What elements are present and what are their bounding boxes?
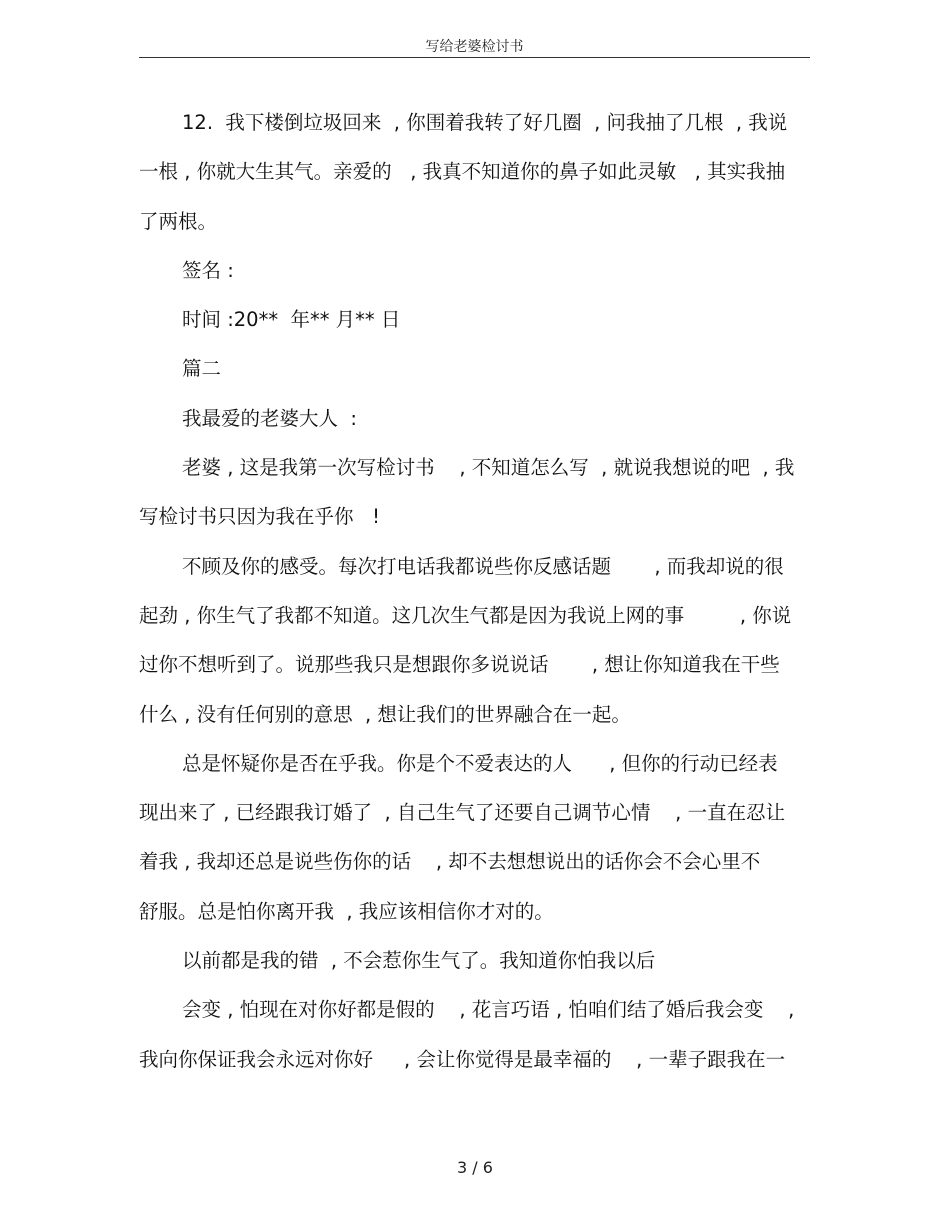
text-line: 时间 :20** 年** 月** 日 bbox=[182, 308, 401, 332]
text-line: 着我 , 我却还总是说些伤你的话 , 却不去想想说出的话你会不会心里不 bbox=[139, 850, 761, 874]
text-line: 一根 , 你就大生其气。亲爱的 , 我真不知道你的鼻子如此灵敏 , 其实我抽 bbox=[139, 160, 786, 184]
text-line: 舒服。总是怕你离开我 , 我应该相信你才对的。 bbox=[139, 899, 554, 923]
text-line: 篇二 bbox=[182, 357, 222, 381]
text-line: 我向你保证我会永远对你好 , 会让你觉得是最幸福的 , 一辈子跟我在一 bbox=[139, 1047, 786, 1071]
text-line: 现出来了 , 已经跟我订婚了 , 自己生气了还要自己调节心情 , 一直在忍让 bbox=[139, 801, 786, 825]
page-header-title: 写给老婆检讨书 bbox=[425, 39, 524, 55]
text-line: 12. 我下楼倒垃圾回来 , 你围着我转了好几圈 , 问我抽了几根 , 我说 bbox=[182, 111, 788, 134]
text-line: 老婆 , 这是我第一次写检讨书 , 不知道怎么写 , 就说我想说的吧 , 我 bbox=[182, 456, 795, 480]
text-line: 会变 , 怕现在对你好都是假的 , 花言巧语 , 怕咱们结了婚后我会变 , bbox=[182, 998, 795, 1022]
text-line: 签名 : bbox=[182, 258, 234, 282]
text-line: 什么 , 没有任何别的意思 , 想让我们的世界融合在一起。 bbox=[139, 702, 631, 726]
text-line: 起劲 , 你生气了我都不知道。这几次生气都是因为我说上网的事 , 你说 bbox=[139, 603, 792, 627]
page-number: 3 / 6 bbox=[457, 1158, 493, 1177]
text-line: 以前都是我的错 , 不会惹你生气了。我知道你怕我以后 bbox=[182, 949, 656, 973]
header-divider bbox=[139, 57, 810, 58]
text-line: 我最爱的老婆大人 : bbox=[182, 406, 357, 430]
text-line: 了两根。 bbox=[139, 209, 218, 233]
text-line: 过你不想听到了。说那些我只是想跟你多说说话 , 想让你知道我在干些 bbox=[139, 653, 780, 677]
text-line: 不顾及你的感受。每次打电话我都说些你反感话题 , 而我却说的很 bbox=[182, 554, 784, 578]
text-line: 总是怀疑你是否在乎我。你是个不爱表达的人 , 但你的行动已经表 bbox=[182, 751, 778, 775]
text-line: 写检讨书只因为我在乎你 ! bbox=[139, 505, 380, 529]
document-body bbox=[139, 111, 819, 1097]
